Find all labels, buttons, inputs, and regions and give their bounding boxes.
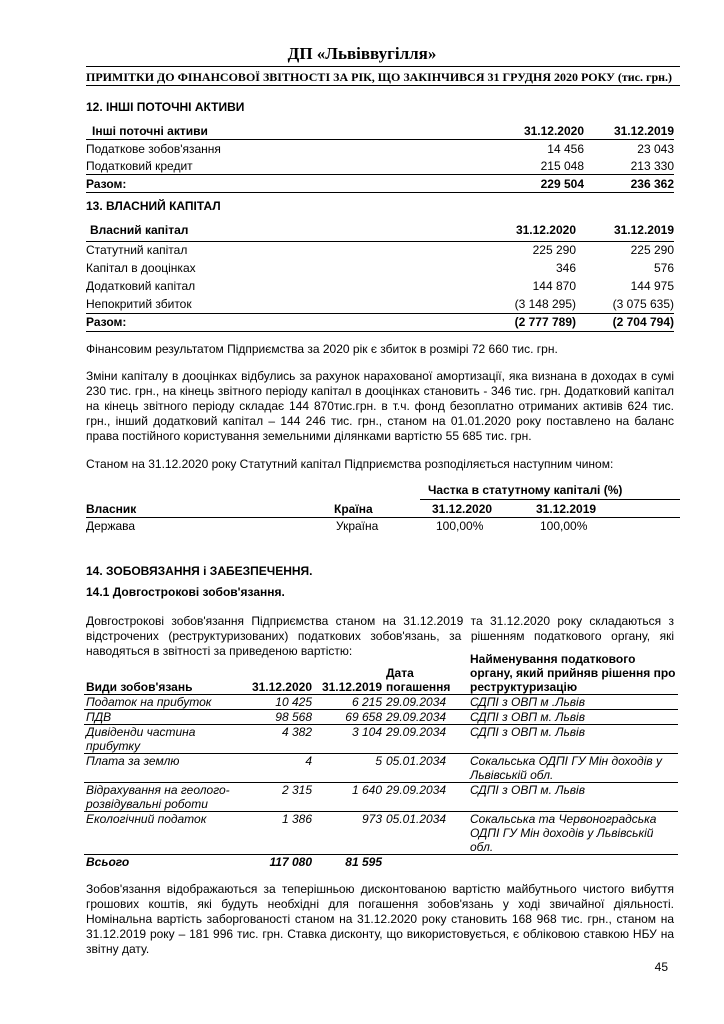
table-other-current-assets <box>86 122 674 193</box>
authority-cell: СДПІ з ОВП м. Львів <box>470 725 585 739</box>
table-row <box>86 295 674 313</box>
authority-cell: СДПІ з ОВП м. Львів <box>470 710 585 724</box>
section-14-1-title: 14.1 Довгострокові зобов'язання. <box>86 585 285 599</box>
share-owner: Держава <box>86 519 136 533</box>
total-row <box>84 855 678 870</box>
paragraph-long-term-liabilities: Довгострокові зобов'язання Підприємства станом на 31.12.2019 та 31.12.2020 року складаються з відстрочених (реструктуризованих) податкових зобов'язань, за рішенням податкового органу, які наводяться в звітності за приведеною вартістю: <box>86 614 674 658</box>
paragraph-capital-distribution: Станом на 31.12.2020 року Статутний капітал Підприємства розподіляється наступним чином: <box>86 457 614 471</box>
share-head-country: Країна <box>334 502 373 516</box>
table-row <box>84 754 678 783</box>
share-title-rule <box>420 499 680 500</box>
date-cell: 29.09.2034 <box>386 695 447 709</box>
total-value: 117 080 <box>269 855 312 869</box>
table-row <box>86 259 674 277</box>
table-header-row <box>86 219 674 241</box>
date-cell: 05.01.2034 <box>386 754 447 768</box>
paragraph-financial-result: Фінансовим результатом Підприємства за 2020 рік є збиток в розмірі 72 660 тис. грн. <box>86 342 558 356</box>
row-label: Додатковий капітал <box>86 279 196 293</box>
header-cell: Власний капітал <box>90 222 189 237</box>
total-label: Разом: <box>86 315 127 329</box>
share-table-title: Частка в статутному капіталі (%) <box>428 483 623 497</box>
value-cell: 576 <box>653 261 674 275</box>
total-value: (2 704 794) <box>612 315 674 329</box>
page-number: 45 <box>654 960 668 974</box>
header-cell: 31.12.2020 <box>515 222 576 237</box>
value-cell: 69 658 <box>345 710 382 724</box>
row-label: Податкове зобов'язання <box>86 141 221 156</box>
header-cell: Види зобов'язань <box>86 680 193 694</box>
total-row <box>86 175 674 193</box>
share-head-owner: Власник <box>86 502 137 516</box>
value-cell: 225 290 <box>630 243 674 258</box>
header-cell: Інші поточні активи <box>92 123 208 138</box>
share-country: Україна <box>336 519 379 533</box>
table-long-term-liabilities <box>84 652 678 869</box>
table-row <box>84 783 678 812</box>
header-cell: 31.12.2020 <box>523 123 584 138</box>
date-cell: 29.09.2034 <box>386 783 447 797</box>
total-value: 236 362 <box>630 176 674 191</box>
total-row <box>86 313 674 331</box>
date-cell: 29.09.2034 <box>386 710 447 724</box>
row-label: Податок на прибуток <box>86 695 212 709</box>
value-cell: 2 315 <box>281 783 312 797</box>
header-cell: 31.12.2019 <box>613 123 674 138</box>
row-label: ПДВ <box>86 710 112 724</box>
row-label: Екологічний податок <box>86 812 207 826</box>
value-cell: 225 290 <box>532 243 576 258</box>
value-cell: 98 568 <box>275 710 312 724</box>
table-row <box>84 710 678 725</box>
row-label: Податковий кредит <box>86 158 193 173</box>
header-cell: 31.12.2019 <box>321 680 382 694</box>
value-cell: (3 148 295) <box>514 296 576 311</box>
row-label: Відрахування на геолого-розвідувальні роботи <box>86 783 230 811</box>
value-cell: 1 640 <box>351 783 382 797</box>
authority-cell: Сокальська ОДПІ ГУ Мін доходів у Львівській обл. <box>470 754 662 782</box>
total-value: (2 777 789) <box>514 315 576 329</box>
table-row <box>84 812 678 855</box>
table-row <box>86 277 674 295</box>
total-label: Разом: <box>86 176 127 191</box>
date-cell: 05.01.2034 <box>386 812 447 826</box>
value-cell: 346 <box>555 261 576 275</box>
total-label: Всього <box>86 855 130 869</box>
value-cell: 973 <box>361 812 382 826</box>
section-12-title: 12. ІНШІ ПОТОЧНІ АКТИВИ <box>86 100 245 114</box>
value-cell: 5 <box>375 754 382 768</box>
row-label: Дивіденди частина прибутку <box>86 725 196 753</box>
value-cell: 23 043 <box>637 141 674 156</box>
value-cell: 6 215 <box>351 695 382 709</box>
total-value: 229 504 <box>540 176 584 191</box>
authority-cell: СДПІ з ОВП м .Львів <box>470 695 585 709</box>
header-cell: 31.12.2020 <box>251 680 312 694</box>
share-value-2019: 100,00% <box>540 519 588 533</box>
total-value: 81 595 <box>345 855 382 869</box>
value-cell: 215 048 <box>540 158 584 173</box>
date-cell: 29.09.2034 <box>386 725 447 739</box>
header-cell: Найменування податкового органу, який прийняв рішення про реструктуризацію <box>470 652 676 694</box>
header-rule-bottom <box>86 85 680 86</box>
table-row <box>86 241 674 259</box>
paragraph-capital-changes: Зміни капіталу в дооцінках відбулись за рахунок нарахованої амортизації, яка визнана в доходах в сумі 230 тис. грн., на кінець звітного періоду капітал в дооцінках становить - 346 тис. грн. Додатковий капітал на кінець звітного періоду складає 144 870тис.грн. в т.ч. фонд безоплатно отриманих активів 624 тис. грн., інший додатковий капітал – 144 246 тис. грн., станом на 01.01.2020 року поставлено на баланс права постійного користування земельними ділянками вартістю 55 685 тис. грн. <box>86 369 674 443</box>
table-header-row <box>86 122 674 140</box>
row-label: Непокритий збиток <box>86 296 192 311</box>
header-rule-top <box>86 66 680 67</box>
share-head-rule <box>86 517 680 518</box>
value-cell: 4 382 <box>281 725 312 739</box>
row-label: Плата за землю <box>86 754 180 768</box>
header-cell: Дата погашення <box>386 666 451 694</box>
row-label: Капітал в дооцінках <box>86 261 196 275</box>
value-cell: 1 386 <box>281 812 312 826</box>
value-cell: 3 104 <box>351 725 382 739</box>
value-cell: 14 456 <box>547 141 584 156</box>
table-row <box>86 140 674 158</box>
value-cell: 144 975 <box>630 279 674 293</box>
notes-subtitle: ПРИМІТКИ ДО ФІНАНСОВОЇ ЗВІТНОСТІ ЗА РІК, ЩО ЗАКІНЧИВСЯ 31 ГРУДНЯ 2020 РОКУ (тис. грн.) <box>86 70 673 84</box>
header-cell: 31.12.2019 <box>613 222 674 237</box>
authority-cell: СДПІ з ОВП м. Львів <box>470 783 585 797</box>
value-cell: 4 <box>305 754 312 768</box>
table-row <box>84 725 678 754</box>
table-row <box>84 695 678 710</box>
value-cell: 213 330 <box>630 158 674 173</box>
section-13-title: 13. ВЛАСНИЙ КАПІТАЛ <box>86 199 221 213</box>
section-14-title: 14. ЗОБОВЯЗАННЯ і ЗАБЕЗПЕЧЕННЯ. <box>86 564 313 578</box>
share-head-2019: 31.12.2019 <box>536 502 597 516</box>
paragraph-discounted-value: Зобов'язання відображаються за теперішньою дисконтованою вартістю майбутнього чистого вибуття грошових коштів, які будуть необхідні для погашення зобов'язань у ході звичайної діяльності. Номінальна вартість заборгованості станом на 31.12.2020 року становить 168 968 тис. грн., станом на 31.12.2019 року – 181 996 тис. грн. Ставка дисконту, що використовується, є обліковою ставкою НБУ на звітну дату. <box>86 882 674 956</box>
value-cell: 144 870 <box>532 279 576 293</box>
authority-cell: Сокальська та Червоноградська ОДПІ ГУ Мін доходів у Львівській обл. <box>470 812 657 854</box>
share-head-2020: 31.12.2020 <box>432 502 493 516</box>
share-value-2020: 100,00% <box>436 519 484 533</box>
value-cell: (3 075 635) <box>612 296 674 311</box>
table-equity <box>86 219 674 332</box>
table-header-row <box>84 652 678 695</box>
value-cell: 10 425 <box>275 695 312 709</box>
table-row <box>86 157 674 175</box>
company-title: ДП «Львіввугілля» <box>287 44 437 63</box>
row-label: Статутний капітал <box>86 243 188 258</box>
